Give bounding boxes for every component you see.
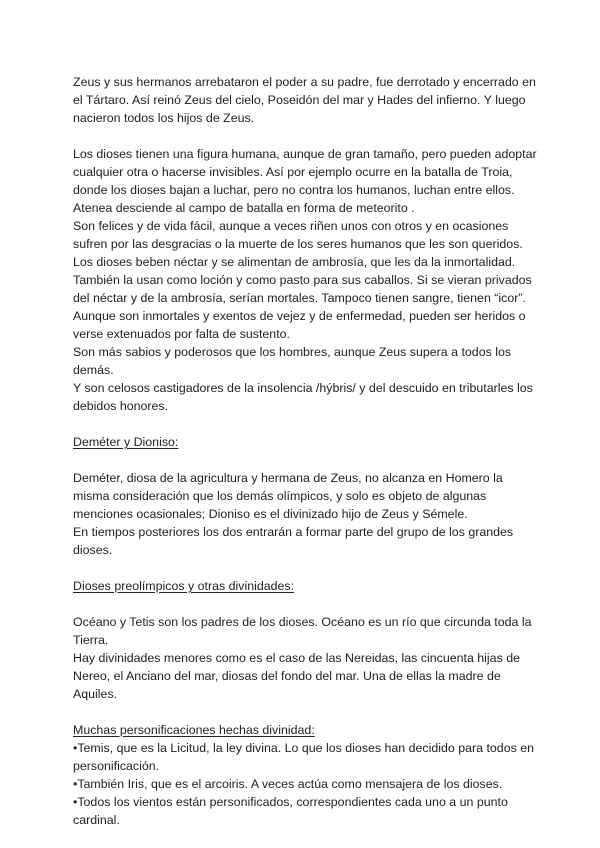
text-line: cardinal. (73, 813, 120, 827)
text-line: dioses. (73, 543, 113, 557)
text-line: Los dioses tienen una figura humana, aunque de gran tamaño, pero pueden adoptar (73, 147, 537, 161)
paragraph-gap (73, 415, 533, 433)
paragraph-gap (73, 595, 533, 613)
text-line: Nereo, el Anciano del mar, diosas del fondo del mar. Una de ellas la madre de (73, 669, 501, 683)
section-heading: Muchas personificaciones hechas divinidad: (73, 723, 315, 737)
paragraph (73, 523, 533, 559)
text-line: En tiempos posteriores los dos entrarán a formar parte del grupo de los grandes (73, 525, 514, 539)
text-line: •Todos los vientos están personificados, correspondientes cada uno a un punto (73, 795, 508, 809)
text-line: debidos honores. (73, 399, 169, 413)
section-demeter (73, 433, 533, 559)
text-line: sufren por las desgracias o la muerte de los seres humanos que les son queridos. (73, 237, 523, 251)
text-line: Y son celosos castigadores de la insolencia /hýbris/ y del descuido en tributarles los (73, 381, 533, 395)
paragraph (73, 145, 537, 217)
section-gods (73, 145, 537, 415)
paragraph-gap (73, 703, 533, 721)
paragraph (73, 73, 536, 127)
paragraph (73, 253, 533, 307)
text-line: demás. (73, 363, 114, 377)
bullet-item (73, 793, 533, 829)
text-line: menciones ocasionales; Dioniso es el divinizado hijo de Zeus y Sémele. (73, 507, 468, 521)
paragraph (73, 307, 533, 343)
paragraph (73, 649, 533, 703)
text-line: el Tártaro. Así reinó Zeus del cielo, Poseidón del mar y Hades del infierno. Y luego (73, 93, 526, 107)
text-line: personificación. (73, 759, 160, 773)
text-line: Son felices y de vida fácil, aunque a veces riñen unos con otros y en ocasiones (73, 219, 509, 233)
section-intro (73, 73, 536, 127)
paragraph (73, 343, 533, 379)
text-line: Tierra. (73, 633, 109, 647)
section-personifications (73, 721, 533, 829)
paragraph-gap (73, 127, 533, 145)
section-heading: Deméter y Dioniso: (73, 435, 179, 449)
text-line: •También Iris, que es el arcoiris. A veces actúa como mensajera de los dioses. (73, 777, 503, 791)
text-line: Zeus y sus hermanos arrebataron el poder a su padre, fue derrotado y encerrado en (73, 75, 536, 89)
bullet-item (73, 775, 533, 793)
text-line: Hay divinidades menores como es el caso de las Nereidas, las cincuenta hijas de (73, 651, 520, 665)
text-line: Son más sabios y poderosos que los hombres, aunque Zeus supera a todos los (73, 345, 512, 359)
paragraph-gap (73, 559, 533, 577)
paragraph (73, 379, 533, 415)
text-line: nacieron todos los hijos de Zeus. (73, 111, 255, 125)
text-line: También la usan como loción y como pasto para sus caballos. Si se vieran privados (73, 273, 532, 287)
document-body (73, 73, 537, 829)
text-line: del néctar y de la ambrosía, serían mortales. Tampoco tienen sangre, tienen “icor”. (73, 291, 526, 305)
text-line: Atenea desciende al campo de batalla en forma de meteorito . (73, 201, 415, 215)
bullet-item (73, 739, 533, 775)
text-line: verse extenuados por falta de sustento. (73, 327, 290, 341)
text-line: Los dioses beben néctar y se alimentan de ambrosía, que les da la inmortalidad. (73, 255, 516, 269)
paragraph (73, 217, 533, 253)
text-line: Aunque son inmortales y exentos de vejez y de enfermedad, pueden ser heridos o (73, 309, 526, 323)
paragraph (73, 469, 533, 523)
paragraph (73, 613, 533, 649)
text-line: donde los dioses bajan a luchar, pero no contra los humanos, luchan entre ellos. (73, 183, 515, 197)
text-line: cualquier otra o hacerse invisibles. Así por ejemplo ocurre en la batalla de Troia, (73, 165, 513, 179)
text-line: misma consideración que los demás olímpicos, y solo es objeto de algunas (73, 489, 487, 503)
text-line: Aquiles. (73, 687, 118, 701)
text-line: Deméter, diosa de la agricultura y hermana de Zeus, no alcanza en Homero la (73, 471, 503, 485)
text-line: •Temis, que es la Licitud, la ley divina. Lo que los dioses han decidido para todos en (73, 741, 535, 755)
text-line: Océano y Tetis son los padres de los dioses. Océano es un río que circunda toda la (73, 615, 532, 629)
section-heading: Dioses preolímpicos y otras divinidades: (73, 579, 295, 593)
section-preolympic (73, 577, 533, 703)
paragraph-gap (73, 451, 533, 469)
